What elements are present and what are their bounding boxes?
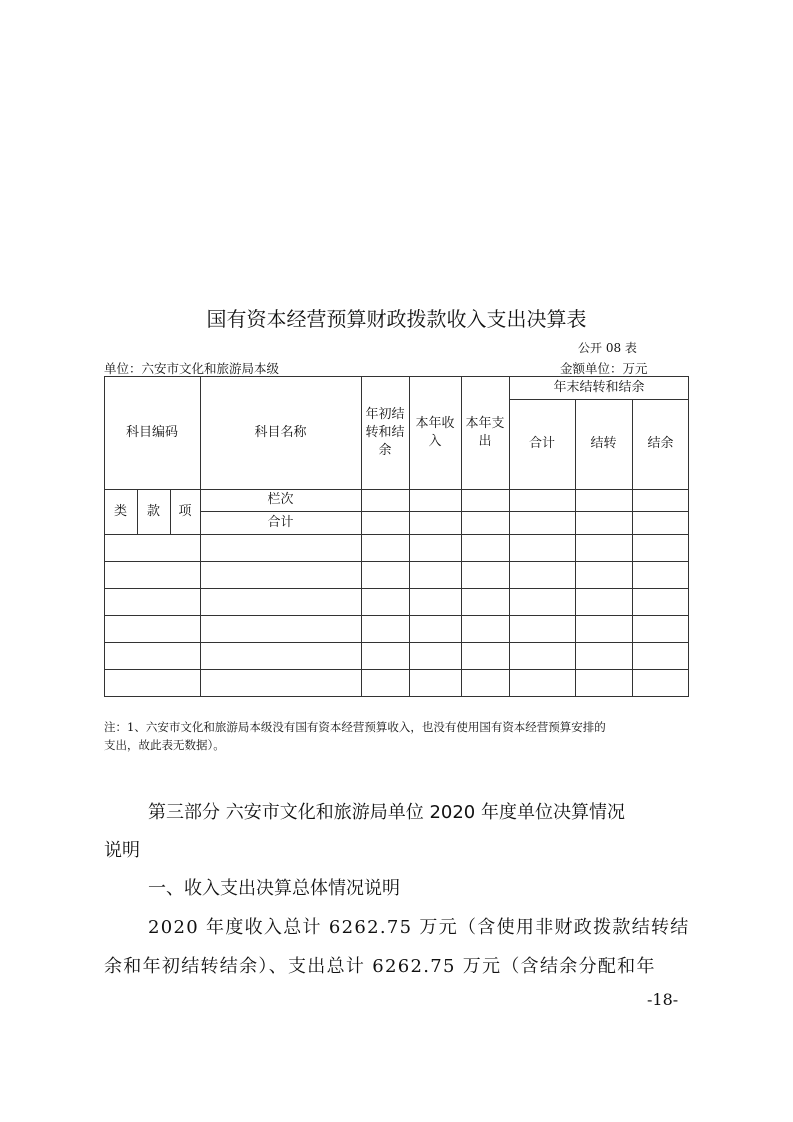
- header-kuan: 款: [146, 503, 160, 519]
- column-divider: [361, 376, 362, 697]
- row-line: [104, 588, 689, 589]
- header-begin-balance: 年初结转和结余: [365, 406, 405, 458]
- table-title: 国有资本经营预算财政拨款收入支出决算表: [206, 307, 587, 331]
- row-line: [104, 615, 689, 616]
- total-row-label: 合计: [267, 514, 294, 530]
- total-row-line: [104, 534, 689, 535]
- header-end-total: 合计: [528, 436, 555, 451]
- row-line: [104, 642, 689, 643]
- header-income: 本年收入: [415, 415, 455, 449]
- header-expense: 本年支出: [465, 415, 505, 449]
- section-heading-continued: 说明: [104, 840, 140, 861]
- row-line: [104, 561, 689, 562]
- budget-table: [104, 376, 689, 697]
- header-lei: 类: [113, 503, 127, 519]
- header-xiang: 项: [178, 503, 192, 519]
- header-end-balance-group: 年末结转和结余: [553, 379, 645, 395]
- note-line-2: 支出，故此表无数据）。: [104, 738, 225, 752]
- column-divider: [409, 376, 410, 697]
- column-divider: [461, 376, 462, 697]
- header-subject-code: 科目编码: [125, 424, 178, 440]
- amount-unit-label: 金额单位：万元: [560, 361, 648, 376]
- header-end-carry: 结转: [590, 436, 617, 451]
- table-border-bottom: [104, 696, 689, 697]
- row-line: [104, 669, 689, 670]
- header-subject-name: 科目名称: [254, 424, 307, 440]
- subheading: 一、收入支出决算总体情况说明: [148, 878, 400, 899]
- page-number: -18-: [647, 990, 679, 1009]
- paragraph-line-1: 2020 年度收入总计 6262.75 万元（含使用非财政拨款结转结: [148, 917, 690, 938]
- unit-label: 单位：六安市文化和旅游局本级: [104, 361, 280, 376]
- section-heading: 第三部分 六安市文化和旅游局单位 2020 年度单位决算情况: [148, 802, 625, 823]
- column-row-label: 栏次: [267, 492, 294, 507]
- note-line-1: 注：1、六安市文化和旅游局本级没有国有资本经营预算收入，也没有使用国有资本经营预算安排的: [104, 720, 606, 734]
- paragraph-line-2: 余和年初结转结余）、支出总计 6262.75 万元（含结余分配和年: [104, 956, 656, 977]
- header-end-surplus: 结余: [647, 436, 674, 451]
- form-number: 公开 08 表: [578, 341, 637, 355]
